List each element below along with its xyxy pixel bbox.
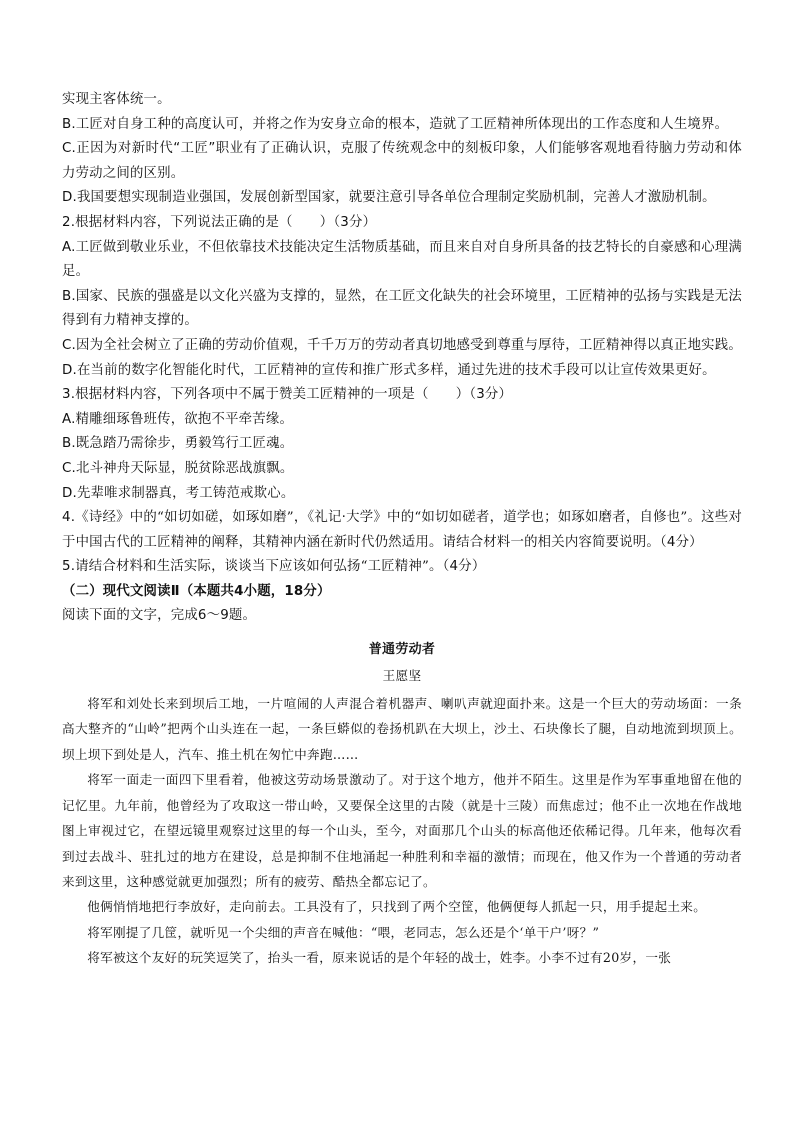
q3-option-c: C.北斗神舟天际显，脱贫除恶战旗飘。	[62, 460, 294, 476]
q1-option-c: C.正因为对新时代“工匠”职业有了正确认识，克服了传统观念中的刻板印象，人们能够客观地看待脑力劳动和体力劳动之间的区别。	[62, 141, 742, 181]
q4-question	[62, 506, 742, 555]
q3-stem: 3.根据材料内容，下列各项中不属于赞美工匠精神的一项是（ ）（3分）	[62, 387, 513, 403]
q3-option-d: D.先辈唯求制器真，考工铸范戒欺心。	[62, 485, 295, 501]
q4-text-c: 。这些对于中国古代的工匠精神的阐释，其精神内涵在新时代仍然适用。请结合材料一的相关内容简要说明。（4分）	[62, 510, 742, 550]
q1-option-d: D.我国要想实现制造业强国，发展创新型国家，就要注意引导各单位合理制定奖励机制，完善人才激励机制。	[62, 190, 716, 206]
q4-quote-b: “如切如磋者，道学也；如琢如磨者，自修也”	[414, 510, 688, 526]
q3-option-b: B.既急踏乃需徐步，勇毅笃行工匠魂。	[62, 436, 294, 452]
q5-text-b: 。（4分）	[429, 559, 486, 575]
article-paragraph: 将军刚提了几筐，就听见一个尖细的声音在喊他：“喂，老同志，怎么还是个‘单干户’呀？”	[87, 924, 600, 940]
q1-option-b: B.工匠对自身工种的高度认可，并将之作为安身立命的根本，造就了工匠精神所体现出的工作态度和人生境界。	[62, 116, 729, 132]
q5-text-a: 5.请结合材料和生活实际，谈谈当下应该如何弘扬	[62, 559, 361, 575]
article-title: 普通劳动者	[368, 642, 436, 658]
q4-text-b: ，《礼记·大学》中的	[293, 510, 415, 526]
q5-quote: “工匠精神”	[360, 559, 430, 575]
q2-option-a: A.工匠做到敬业乐业，不但依靠技术技能决定生活物质基础，而且来自对自身所具备的技艺特长的自豪感和心理满足。	[62, 239, 742, 280]
q2-stem: 2.根据材料内容，下列说法正确的是（ ）（3分）	[62, 214, 377, 230]
q2-option-c: C.因为全社会树立了正确的劳动价值观，千千万万的劳动者真切地感受到尊重与厚待，工匠精神得以真正地实践。	[62, 337, 742, 353]
article-author: 王愿坚	[382, 668, 422, 684]
q5-question	[62, 555, 742, 580]
q2-option-d: D.在当前的数字化智能化时代，工匠精神的宣传和推广形式多样，通过先进的技术手段可以让宣传效果更好。	[62, 362, 716, 378]
article-paragraph: 将军一面走一面四下里看着，他被这劳动场景激动了。对于这个地方，他并不陌生。这里是作为军事重地留在他的记忆里。九年前，他曾经为了攻取这一带山岭，又要保全这里的古陵（就是十三陵）而焦虑过；他不止一次地在作战地图上审视过它，在望远镜里观察过这里的每一个山头，至今，对面那几个山头的标高他还依稀记得。几年来，他每次看到过去战斗、驻扎过的地方在建设，总是抑制不住地涌起一种胜利和幸福的激情；而现在，他又作为一个普通的劳动者来到这里，这种感觉就更加强烈；所有的疲劳、酷热全都忘记了。	[62, 772, 742, 889]
section2-instruction: 阅读下面的文字，完成6～9题。	[62, 608, 257, 624]
q2-option-b: B.国家、民族的强盛是以文化兴盛为支撑的，显然，在工匠文化缺失的社会环境里，工匠精神的弘扬与实践是无法得到有力精神支撑的。	[62, 288, 742, 329]
section2-heading: （二）现代文阅读Ⅱ（本题共4小题，18分）	[62, 583, 331, 599]
q4-quote-a: “如切如磋，如琢如磨”	[157, 510, 294, 526]
article-paragraph: 将军被这个友好的玩笑逗笑了，抬头一看，原来说话的是个年轻的战士，姓李。小李不过有20岁，一张	[87, 950, 672, 966]
article-paragraph: 他俩悄悄地把行李放好，走向前去。工具没有了，只找到了两个空筐，他俩便每人抓起一只，用手提起土来。	[87, 899, 707, 915]
q4-text-a: 4.《诗经》中的	[62, 510, 157, 526]
reading-article	[62, 639, 742, 970]
q3-option-a: A.精雕细琢鲁班传，欲抱不平牵苦缘。	[62, 411, 294, 427]
article-paragraph: 将军和刘处长来到坝后工地，一片喧闹的人声混合着机器声、喇叭声就迎面扑来。这是一个巨大的劳动场面：一条高大整齐的“山岭”把两个山头连在一起，一条巨蟒似的卷扬机趴在大坝上，沙土、石块像长了腿，自动地流到坝顶上。坝上坝下到处是人，汽车、推土机在匆忙中奔跑……	[62, 696, 742, 762]
q1-option-a-continuation: 实现主客体统一。	[62, 92, 171, 107]
exam-page	[62, 88, 742, 971]
